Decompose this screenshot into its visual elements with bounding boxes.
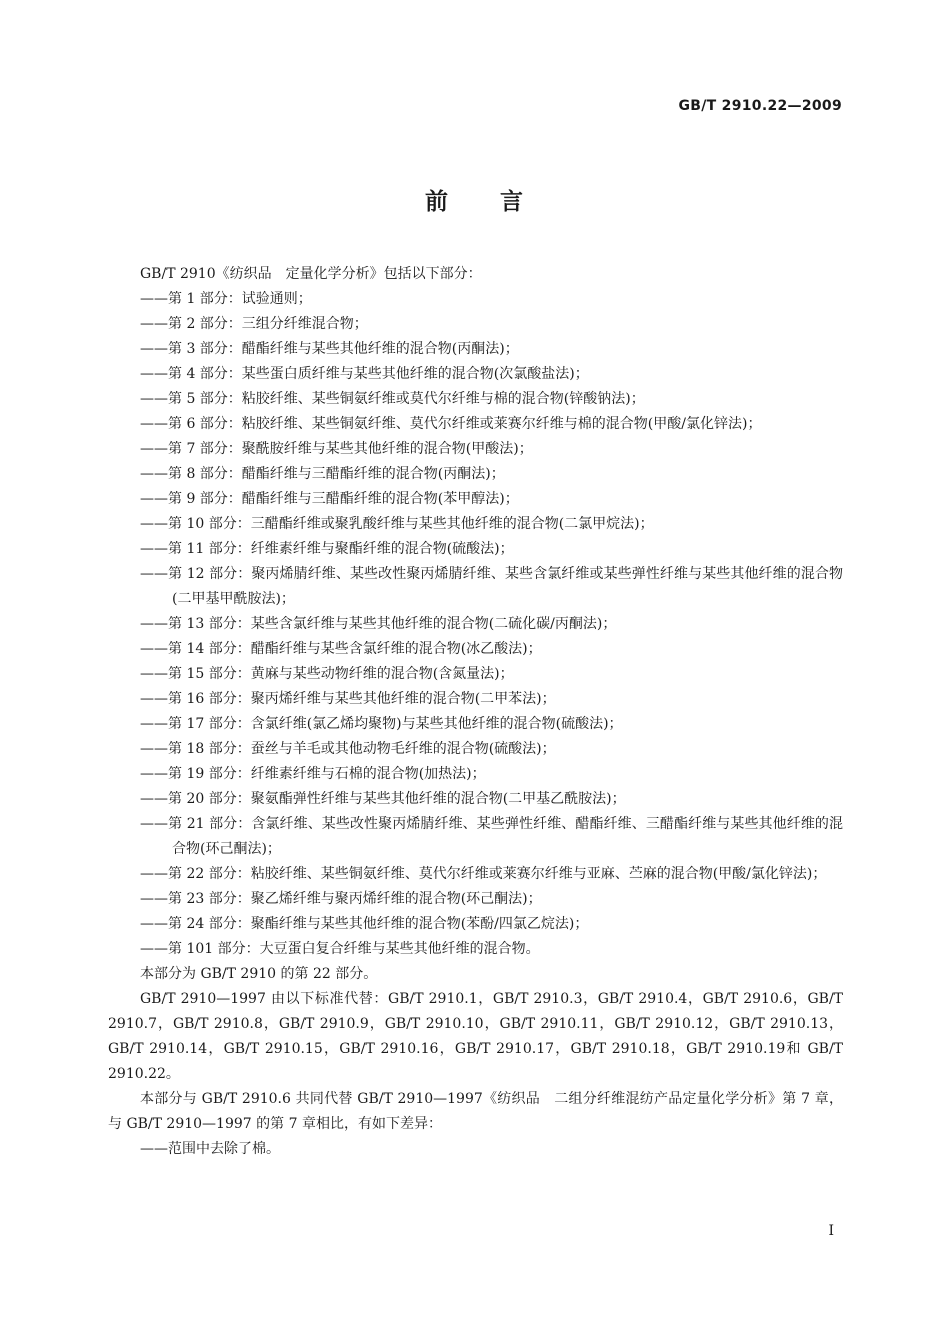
list-item: ——第 1 部分：试验通则； — [140, 291, 312, 307]
list-item: ——第 17 部分：含氯纤维(氯乙烯均聚物)与某些其他纤维的混合物(硫酸法)； — [140, 716, 623, 732]
this-part-paragraph: 本部分为 GB/T 2910 的第 22 部分。 — [140, 966, 378, 982]
list-item: ——第 15 部分：黄麻与某些动物纤维的混合物(含氮量法)； — [140, 666, 514, 682]
list-item: ——第 101 部分：大豆蛋白复合纤维与某些其他纤维的混合物。 — [140, 941, 540, 957]
title-char-1: 前 — [425, 189, 450, 215]
list-item: ——第 7 部分：聚酰胺纤维与某些其他纤维的混合物(甲酸法)； — [140, 441, 533, 457]
list-item: ——第 12 部分：聚丙烯腈纤维、某些改性聚丙烯腈纤维、某些含氯纤维或某些弹性纤维与某些其他纤维的混合物(二甲基甲酰胺法)； — [140, 566, 843, 607]
list-item: ——第 22 部分：粘胶纤维、某些铜氨纤维、莫代尔纤维或莱赛尔纤维与亚麻、苎麻的混合物(甲酸/氯化锌法)； — [140, 866, 827, 882]
page-number: I — [828, 1223, 834, 1239]
list-item: ——第 6 部分：粘胶纤维、某些铜氨纤维、莫代尔纤维或莱赛尔纤维与棉的混合物(甲酸/氯化锌法)； — [140, 416, 762, 432]
standard-code: GB/T 2910.22—2009 — [678, 98, 842, 114]
list-item: ——第 13 部分：某些含氯纤维与某些其他纤维的混合物(二硫化碳/丙酮法)； — [140, 616, 617, 632]
list-item: ——第 24 部分：聚酯纤维与某些其他纤维的混合物(苯酚/四氯乙烷法)； — [140, 916, 589, 932]
list-item: ——第 20 部分：聚氨酯弹性纤维与某些其他纤维的混合物(二甲基乙酰胺法)； — [140, 791, 626, 807]
page-title — [0, 183, 950, 216]
document-body — [108, 262, 843, 1162]
list-item: ——第 16 部分：聚丙烯纤维与某些其他纤维的混合物(二甲苯法)； — [140, 691, 556, 707]
list-item: ——第 11 部分：纤维素纤维与聚酯纤维的混合物(硫酸法)； — [140, 541, 514, 557]
list-item: ——第 3 部分：醋酯纤维与某些其他纤维的混合物(丙酮法)； — [140, 341, 519, 357]
list-item: ——第 9 部分：醋酯纤维与三醋酯纤维的混合物(苯甲醇法)； — [140, 491, 519, 507]
list-item: ——第 2 部分：三组分纤维混合物； — [140, 316, 368, 332]
list-item: ——第 10 部分：三醋酯纤维或聚乳酸纤维与某些其他纤维的混合物(二氯甲烷法)； — [140, 516, 654, 532]
parts-list — [108, 287, 843, 962]
difference-item: ——范围中去除了棉。 — [140, 1141, 280, 1157]
list-item: ——第 5 部分：粘胶纤维、某些铜氨纤维或莫代尔纤维与棉的混合物(锌酸钠法)； — [140, 391, 645, 407]
together-paragraph: 本部分与 GB/T 2910.6 共同代替 GB/T 2910—1997《纺织品 二组分纤维混纺产品定量化学分析》第 7 章，与 GB/T 2910—1997 的第 7 章相比，有如下差异： — [108, 1091, 843, 1132]
title-char-2: 言 — [500, 189, 525, 215]
list-item: ——第 21 部分：含氯纤维、某些改性聚丙烯腈纤维、某些弹性纤维、醋酯纤维、三醋酯纤维与某些其他纤维的混合物(环己酮法)； — [140, 816, 843, 857]
list-item: ——第 14 部分：醋酯纤维与某些含氯纤维的混合物(冰乙酸法)； — [140, 641, 542, 657]
list-item: ——第 18 部分：蚕丝与羊毛或其他动物毛纤维的混合物(硫酸法)； — [140, 741, 556, 757]
list-item: ——第 8 部分：醋酯纤维与三醋酯纤维的混合物(丙酮法)； — [140, 466, 505, 482]
intro-paragraph: GB/T 2910《纺织品 定量化学分析》包括以下部分： — [140, 266, 482, 282]
list-item: ——第 4 部分：某些蛋白质纤维与某些其他纤维的混合物(次氯酸盐法)； — [140, 366, 589, 382]
list-item: ——第 19 部分：纤维素纤维与石棉的混合物(加热法)； — [140, 766, 486, 782]
replaces-paragraph: GB/T 2910—1997 由以下标准代替：GB/T 2910.1，GB/T 2910.3，GB/T 2910.4，GB/T 2910.6，GB/T 2910.7，GB/T 2910.8，GB/T 2910.9，GB/T 2910.10，GB/T 2910.11，GB/T 2910.12，GB/T 2910.13，GB/T 2910.14，GB/T 2910.15，GB/T 2910.16，GB/T 2910.17，GB/T 2910.18，GB/T 2910.19和 GB/T 2910.22。 — [108, 991, 843, 1082]
list-item: ——第 23 部分：聚乙烯纤维与聚丙烯纤维的混合物(环己酮法)； — [140, 891, 542, 907]
